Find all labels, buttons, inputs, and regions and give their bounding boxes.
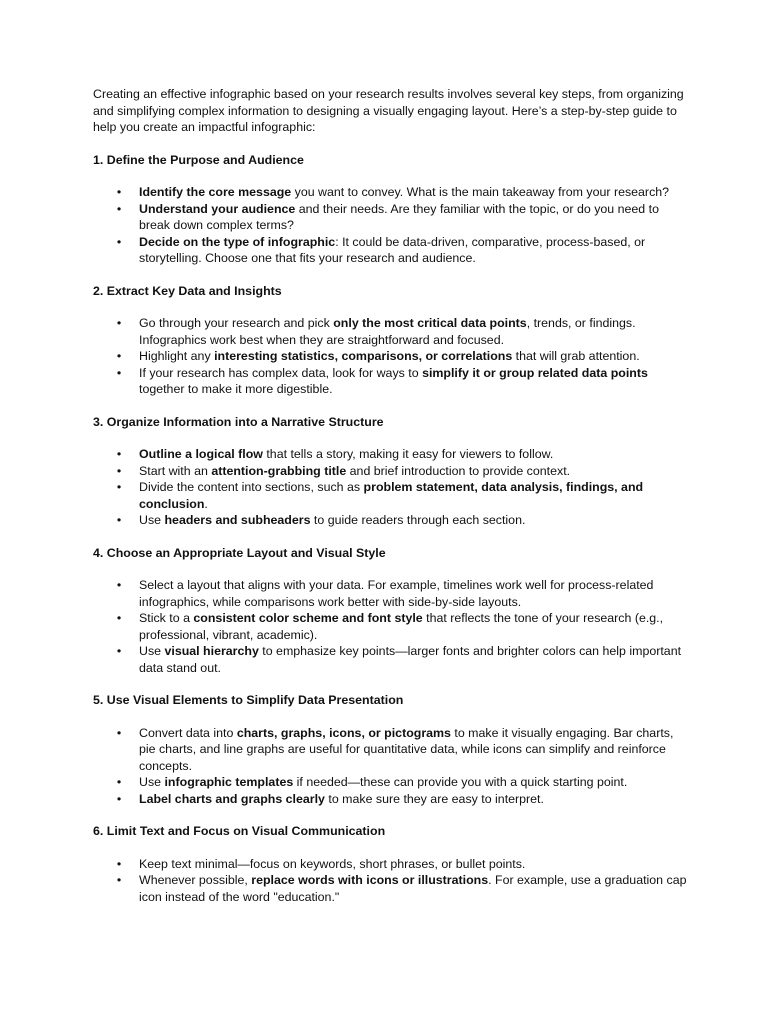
bullet-icon: • [116,644,122,658]
bullet-icon: • [116,856,122,871]
list-item [93,725,693,775]
section-heading: 5. Use Visual Elements to Simplify Data Presentation [93,693,404,707]
sections-container [93,152,693,906]
bullet-icon: • [116,463,122,478]
bullet-icon: • [116,185,122,199]
emphasis-text: simplify it or group related data points [422,365,648,380]
bullet-icon: • [116,480,122,494]
item-text: Convert data into [139,725,237,740]
bullet-icon: • [116,725,122,740]
item-text: together to make it more digestible. [139,382,333,396]
list-item [93,643,693,676]
item-text: Start with an [139,463,212,478]
emphasis-text: charts, graphs, icons, or pictograms [236,725,451,740]
bullet-icon: • [116,316,122,330]
bullet-list [93,446,693,529]
item-text: Whenever possible, [139,873,252,887]
item-text: to make it visually engaging. Bar charts, pie charts, and line graphs are useful for quantitative data, while icons can simplify and reinforce concepts. [139,725,674,773]
bullet-icon: • [116,791,122,806]
list-item [93,872,693,905]
list-item [93,791,693,808]
item-text: if needed—these can provide you with a quick starting point. [293,775,628,789]
bullet-list [93,725,693,808]
item-text: . [204,496,208,511]
list-item [93,315,693,348]
item-text: and their needs. Are they familiar with the topic, or do you need to break down complex terms? [139,201,659,232]
item-text: to emphasize key points—larger fonts and brighter colors can help important data stand out. [139,644,682,675]
item-text: Stick to a [139,611,194,625]
item-text: and brief introduction to provide context. [346,463,571,478]
list-item [93,365,693,398]
emphasis-text: replace words with icons or illustrations [251,873,489,887]
bullet-icon: • [116,349,122,363]
emphasis-text: Understand your audience [139,201,296,216]
item-text: that will grab attention. [512,349,640,363]
intro-paragraph: Creating an effective infographic based on your research results involves several key steps, from organizing and simplifying complex information to designing a visually engaging layout. Here’s a step-by-step guide to help you create an impactful infographic: [93,87,684,134]
emphasis-text: interesting statistics, comparisons, or correlations [214,349,513,363]
section-heading: 4. Choose an Appropriate Layout and Visual Style [93,545,386,560]
list-item [93,774,693,791]
bullet-list [93,184,693,267]
list-item [93,348,693,365]
bullet-icon: • [116,447,122,461]
item-text: Highlight any [139,349,215,363]
item-text: : It could be data-driven, comparative, process-based, or storytelling. Choose one that fits your research and audience. [139,234,646,265]
bullet-icon: • [116,234,122,249]
emphasis-text: infographic templates [164,775,294,789]
item-text: to guide readers through each section. [310,513,526,527]
list-item [93,446,693,463]
list-item [93,463,693,480]
item-text: Divide the content into sections, such as [139,480,364,494]
emphasis-text: attention-grabbing title [211,463,347,478]
list-item [93,610,693,643]
bullet-icon: • [116,578,122,592]
bullet-icon: • [116,873,122,887]
emphasis-text: Identify the core message [139,185,292,199]
emphasis-text: Label charts and graphs clearly [139,791,325,806]
bullet-icon: • [116,775,122,789]
item-text: Use [139,644,165,658]
bullet-icon: • [116,365,122,380]
list-item [93,512,693,529]
section-heading: 6. Limit Text and Focus on Visual Communication [93,824,386,838]
item-text: Select a layout that aligns with your data. For example, timelines work well for process-related infographics, while comparisons work better with side-by-side layouts. [139,578,654,609]
emphasis-text: visual hierarchy [164,644,259,658]
list-item [93,184,693,201]
emphasis-text: only the most critical data points [333,316,527,330]
section-heading: 3. Organize Information into a Narrative Structure [93,414,384,429]
item-text: Use [139,513,165,527]
item-text: , trends, or findings. Infographics work best when they are straightforward and focused. [139,316,636,347]
item-text: you want to convey. What is the main takeaway from your research? [291,185,670,199]
emphasis-text: consistent color scheme and font style [193,611,423,625]
bullet-list [93,315,693,398]
emphasis-text: Decide on the type of infographic [139,234,336,249]
item-text: to make sure they are easy to interpret. [324,791,544,806]
section-heading: 2. Extract Key Data and Insights [93,283,282,298]
item-text: that tells a story, making it easy for viewers to follow. [262,447,554,461]
list-item [93,479,693,512]
list-item [93,201,693,234]
list-item [93,856,693,873]
item-text: Keep text minimal—focus on keywords, short phrases, or bullet points. [139,856,526,871]
bullet-icon: • [116,201,122,216]
item-text: Go through your research and pick [139,316,334,330]
document-body [93,86,693,921]
item-text: that reflects the tone of your research (e.g., professional, vibrant, academic). [139,611,664,642]
list-item [93,577,693,610]
item-text: If your research has complex data, look for ways to [139,365,423,380]
item-text: Use [139,775,165,789]
emphasis-text: Outline a logical flow [139,447,263,461]
emphasis-text: problem statement, data analysis, findings, and conclusion [139,480,644,511]
bullet-list [93,856,693,906]
emphasis-text: headers and subheaders [164,513,311,527]
item-text: . For example, use a graduation cap icon instead of the word "education." [139,873,687,904]
bullet-icon: • [116,513,122,527]
bullet-icon: • [116,611,122,625]
list-item [93,234,693,267]
bullet-list [93,577,693,676]
section-heading: 1. Define the Purpose and Audience [93,152,304,167]
